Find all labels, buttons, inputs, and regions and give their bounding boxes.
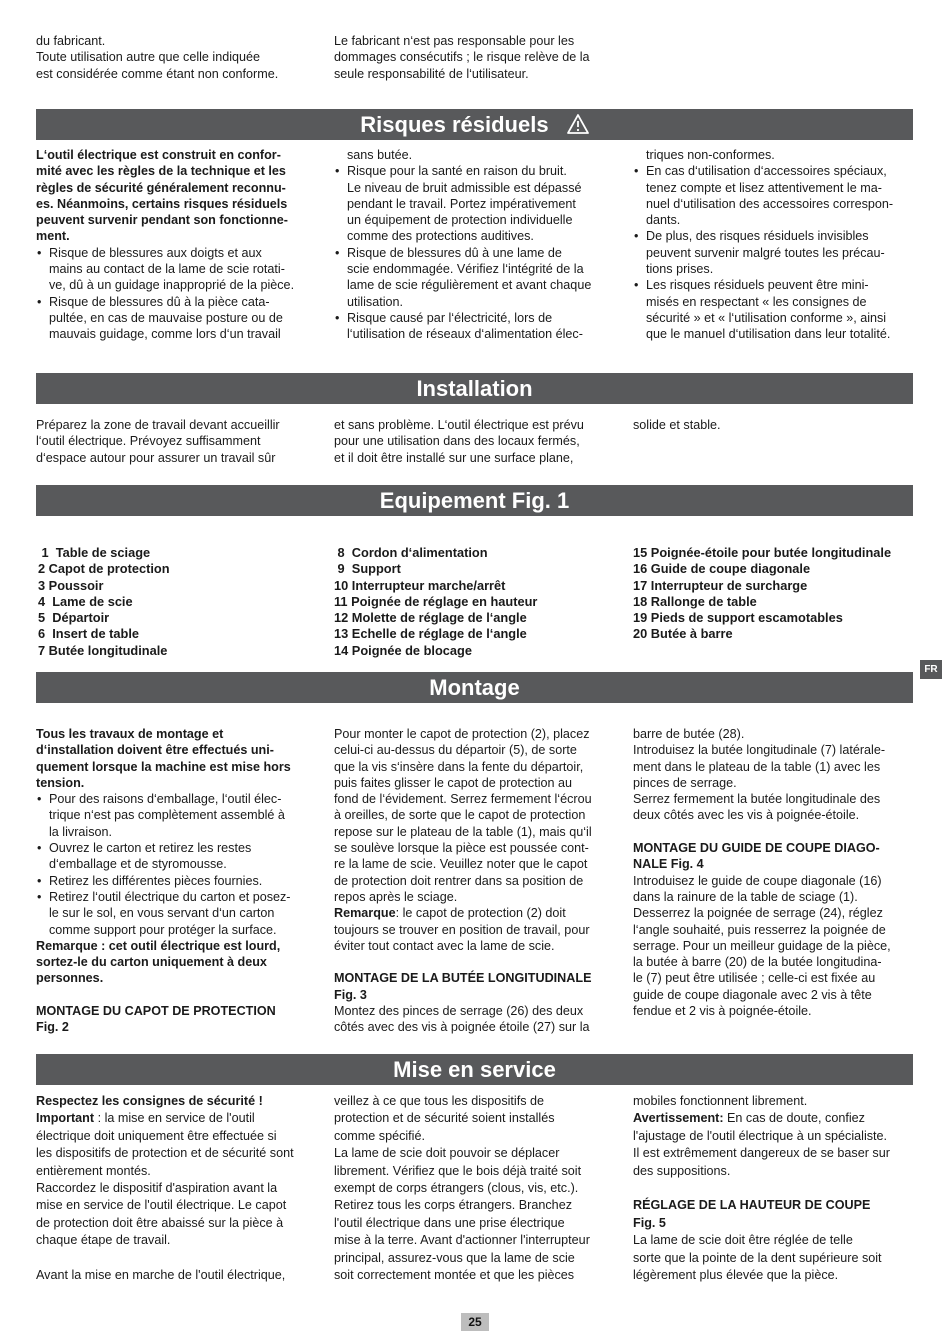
equipement-list-2 xyxy=(334,545,616,659)
section-bar-risques xyxy=(36,109,913,140)
risques-bullets-1 xyxy=(36,245,318,343)
text-line: que la vis s‘insère dans la fente du départoir, xyxy=(334,759,584,774)
text-line: pinces de serrage. xyxy=(633,775,737,790)
bullet-continuation: pultée, en cas de mauvaise posture ou de xyxy=(49,310,283,325)
page-number: 25 xyxy=(461,1313,489,1331)
text-line: barre de butée (28). xyxy=(633,727,745,741)
text-line: ment dans le plateau de la table (1) avec les xyxy=(633,759,881,774)
text-line: Fig. 2 xyxy=(36,1020,69,1035)
text-line: 11 Poignée de réglage en hauteur xyxy=(334,593,538,609)
equipement-list-3 xyxy=(633,545,915,643)
bullet-continuation: l‘utilisation de réseaux d‘alimentation élec- xyxy=(347,327,583,342)
bullet-continuation: que le manuel d‘utilisation dans leur totalité. xyxy=(646,327,891,342)
text-line: guide de coupe diagonale avec 2 vis à tête xyxy=(633,987,872,1002)
risques-col-2 xyxy=(334,147,616,343)
risques-bullets-3 xyxy=(633,163,915,342)
section-bar-service xyxy=(36,1054,913,1085)
text-line: l‘angle souhaité, puis resserrez la poignée de xyxy=(633,922,886,937)
text-line: MONTAGE DU CAPOT DE PROTECTION xyxy=(36,1004,276,1019)
text-line: 16 Guide de coupe diagonale xyxy=(633,561,811,577)
bullet-item: • De plus, des risques résiduels invisibles xyxy=(633,228,915,244)
text-line: serrage. Pour un meilleur guidage de la pièce, xyxy=(633,938,891,953)
text-line: se soulève lorsque la pièce est poussée cont- xyxy=(334,841,589,856)
bullet-continuation: Le niveau de bruit admissible est dépassé xyxy=(347,180,582,195)
text-line: protection et de sécurité soient installés xyxy=(334,1111,555,1126)
risques-intro xyxy=(36,147,318,245)
text-line: 2 Capot de protection xyxy=(38,561,170,577)
text-line: 7 Butée longitudinale xyxy=(38,642,168,658)
text-line: 10 Interrupteur marche/arrêt xyxy=(334,577,506,593)
text-line: du fabricant. xyxy=(36,34,106,48)
text-line: deux côtés avec les vis à poignée-étoile. xyxy=(633,808,860,823)
bullet-continuation: nuel d‘utilisation des accessoires correspon- xyxy=(646,196,894,211)
text-line: côtés avec des vis à poignée étoile (27) sur la xyxy=(334,1020,590,1035)
text-line: est considérée comme étant non conforme. xyxy=(36,66,279,81)
text-line: Préparez la zone de travail devant accueillir xyxy=(36,418,280,432)
text-line: 13 Echelle de réglage de l‘angle xyxy=(334,626,527,642)
text-line: seule responsabilité de l‘utilisateur. xyxy=(334,66,529,81)
text-line: la butée à barre (20) de la butée longitudina- xyxy=(633,955,882,970)
service-col-1 xyxy=(36,1093,318,1284)
section-bar-montage xyxy=(36,672,913,703)
text-line: Desserrez la poignée de serrage (24), réglez xyxy=(633,906,883,921)
text-line: personnes. xyxy=(36,971,104,986)
text-line: et sans problème. L‘outil électrique est prévu xyxy=(334,418,584,432)
text-line: MONTAGE DU GUIDE DE COUPE DIAGO- xyxy=(633,841,880,856)
text-line: peuvent survenir pendant son fonctionne- xyxy=(36,213,288,228)
text-line: sortez-le du carton uniquement à deux xyxy=(36,955,267,970)
bullet-continuation: mauvais guidage, comme lors d‘un travail xyxy=(49,327,281,342)
text-line: 12 Molette de réglage de l‘angle xyxy=(334,610,527,626)
bullet-continuation: peuvent survenir malgré toutes les précau- xyxy=(646,245,885,260)
text-line: Remarque : cet outil électrique est lourd, xyxy=(36,938,281,953)
text-line: puis faites glisser le capot de protection au xyxy=(334,775,573,790)
bullet-continuation: pendant le travail. Portez impérativement xyxy=(347,196,576,211)
text-line: NALE Fig. 4 xyxy=(633,857,704,872)
text-line: ment. xyxy=(36,229,70,244)
risques-col-3 xyxy=(633,147,915,343)
text-line: sorte que la pointe de la dent supérieure soit xyxy=(633,1250,882,1265)
text-line: 8 Cordon d‘alimentation xyxy=(334,545,488,560)
text-line: d‘installation doivent être effectués uni- xyxy=(36,743,274,758)
bullet-item: • En cas d‘utilisation d‘accessoires spéciaux, xyxy=(633,163,915,179)
risques-continuation: sans butée. xyxy=(347,148,413,162)
text-line: principal, assurez-vous que la lame de scie xyxy=(334,1250,575,1265)
language-tab: FR xyxy=(920,660,942,679)
text-line: à oreilles, de sorte que le capot de protection xyxy=(334,808,586,823)
text-line: Fig. 5 xyxy=(633,1215,666,1230)
bullet-continuation: mains au contact de la lame de scie rotati- xyxy=(49,262,285,277)
bullet-continuation: utilisation. xyxy=(347,294,404,309)
service-col-2 xyxy=(334,1093,616,1284)
text-line: règles de sécurité généralement reconnu- xyxy=(36,180,286,195)
montage-bullets xyxy=(36,791,318,938)
bullet-continuation: le sur le sol, en vous servant d‘un carton xyxy=(49,906,275,921)
bullet-item: • Risque de blessures aux doigts et aux xyxy=(36,245,318,261)
service-safety-note: Respectez les consignes de sécurité ! xyxy=(36,1094,263,1108)
montage-heading-guide xyxy=(633,840,915,873)
montage-col-3 xyxy=(633,726,915,1019)
risques-col-1 xyxy=(36,147,318,343)
text-line: Montez des pinces de serrage (26) des deux xyxy=(334,1004,584,1019)
section-title: Risques résiduels xyxy=(360,112,549,137)
equipement-list-1 xyxy=(38,545,320,659)
bullet-continuation: ve, dû à un guidage inapproprié de la pièce. xyxy=(49,278,295,293)
text-line: solide et stable. xyxy=(633,418,721,432)
intro-col-1 xyxy=(36,33,318,82)
bullet-item: • Pour des raisons d‘emballage, l‘outil élec- xyxy=(36,791,318,807)
warning-triangle-icon xyxy=(567,114,589,134)
installation-col-2 xyxy=(334,417,616,466)
text-line: 15 Poignée-étoile pour butée longitudinale xyxy=(633,545,892,560)
text-line: Introduisez la butée longitudinale (7) latérale- xyxy=(633,743,886,758)
text-line: 20 Butée à barre xyxy=(633,626,733,642)
text-line: dans la rainure de la table de sciage (1). xyxy=(633,889,858,904)
bullet-continuation: misés en respectant « les consignes de xyxy=(646,294,867,309)
text-line: 9 Support xyxy=(334,561,401,577)
text-line: es. Néanmoins, certains risques résiduels xyxy=(36,196,288,211)
montage-text-butee-cont xyxy=(633,726,915,824)
installation-col-1 xyxy=(36,417,318,466)
text-line: tension. xyxy=(36,775,85,790)
text-line: L‘outil électrique est construit en confor- xyxy=(36,148,281,162)
text-line: librement. Vérifiez que le bois déjà traité soit xyxy=(334,1163,582,1178)
service-col-3: mobiles fonctionnent librement. Avertissement: En cas de doute, confiez l'ajustage de l'outil électrique à un spécialiste. Il est extrêmement dangereux de se baser sur des suppositions. RÉGLAGE DE LA HAUTEUR DE COUPE Fig. 5 La lame de scie doit être réglée de telle sorte que la pointe de la dent supérieure soit légèrement plus élevée que la pièce. xyxy=(633,1093,915,1284)
bullet-continuation: sécurité » et « l‘utilisation conforme », ainsi xyxy=(646,310,887,325)
text-line: MONTAGE DE LA BUTÉE LONGITUDINALE xyxy=(334,971,592,986)
bullet-continuation: la livraison. xyxy=(49,824,112,839)
text-line: fendue et 2 vis à poignée-étoile. xyxy=(633,1004,812,1019)
text-line: 5 Départoir xyxy=(38,610,110,626)
montage-note xyxy=(36,938,318,987)
text-line: légèrement plus élevée que la pièce. xyxy=(633,1268,839,1283)
intro-col-2 xyxy=(334,33,616,82)
section-title: Mise en service xyxy=(393,1057,556,1082)
text-line: Tous les travaux de montage et xyxy=(36,727,224,741)
service-last-line: Avant la mise en marche de l'outil électrique, xyxy=(36,1268,286,1283)
text-line: quement lorsque la machine est mise hors xyxy=(36,759,291,774)
montage-remarque: Remarque: le capot de protection (2) doit toujours se trouver en position de travail, pour éviter tout contact avec la lame de scie. xyxy=(334,906,590,953)
text-line: 3 Poussoir xyxy=(38,577,104,593)
text-line: mise à la terre. Avant d'actionner l'interrupteur xyxy=(334,1233,590,1248)
risques-bullets-2 xyxy=(334,163,616,342)
bullet-continuation: tions prises. xyxy=(646,262,714,277)
section-title: Installation xyxy=(416,376,533,401)
bullet-item: • Retirez les différentes pièces fournies. xyxy=(36,873,318,889)
montage-text-guide xyxy=(633,873,915,1020)
text-line: 19 Pieds de support escamotables xyxy=(633,610,843,626)
montage-text-capot xyxy=(334,726,616,905)
bullet-continuation: comme support pour protéger la surface. xyxy=(49,922,277,937)
service-heading-hauteur xyxy=(633,1197,915,1232)
bullet-item: • Retirez l‘outil électrique du carton et posez- xyxy=(36,889,318,905)
bullet-continuation: dants. xyxy=(646,213,681,228)
text-line: 18 Rallonge de table xyxy=(633,593,757,609)
text-line: soit correctement montée et que les pièces xyxy=(334,1268,575,1283)
bullet-item: • Les risques résiduels peuvent être mini- xyxy=(633,277,915,293)
montage-heading-butee xyxy=(334,970,616,1003)
bullet-continuation: d‘emballage et de styromousse. xyxy=(49,857,227,872)
bullet-continuation: lame de scie régulièrement et avant chaque xyxy=(347,278,592,293)
text-line: re la lame de scie. Veuillez noter que le capot xyxy=(334,857,588,872)
service-warning: Avertissement: En cas de doute, confiez l'ajustage de l'outil électrique à un spécialiste. Il est extrêmement dangereux de se baser sur des suppositions. xyxy=(633,1111,890,1178)
text-line: exempt de corps étrangers (clous, vis, etc.). xyxy=(334,1181,579,1196)
text-line: Toute utilisation autre que celle indiquée xyxy=(36,50,261,65)
section-bar-installation xyxy=(36,373,913,404)
bullet-item: • Risque de blessures dû à une lame de xyxy=(334,245,616,261)
installation-col-3 xyxy=(633,417,915,433)
text-line: 14 Poignée de blocage xyxy=(334,642,472,658)
text-line: RÉGLAGE DE LA HAUTEUR DE COUPE xyxy=(633,1198,871,1213)
text-line: Retirez tous les corps étrangers. Branchez xyxy=(334,1198,572,1213)
text-line: repose sur le plateau de la table (1), mais qu‘il xyxy=(334,824,592,839)
text-line: 4 Lame de scie xyxy=(38,593,133,609)
text-line: l'outil électrique dans une prise électrique xyxy=(334,1215,565,1230)
text-line: repos après le sciage. xyxy=(334,889,458,904)
service-text-hauteur xyxy=(633,1232,915,1284)
risques-continuation-3: triques non-conformes. xyxy=(646,148,775,162)
bullet-continuation: scie endommagée. Vérifiez l‘intégrité de la xyxy=(347,262,584,277)
text-line: et il doit être installé sur une surface plane, xyxy=(334,450,574,465)
bullet-item: • Ouvrez le carton et retirez les restes xyxy=(36,840,318,856)
text-line: celui-ci au-dessus du départoir (5), de sorte xyxy=(334,743,577,758)
text-line: pour une utilisation dans des locaux fermés, xyxy=(334,434,580,449)
section-bar-equipement xyxy=(36,485,913,516)
bullet-continuation: tenez compte et lisez attentivement le ma- xyxy=(646,180,882,195)
section-title: Equipement Fig. 1 xyxy=(379,488,570,513)
text-line: Serrez fermement la butée longitudinale des xyxy=(633,792,881,807)
text-line: Le fabricant n‘est pas responsable pour les xyxy=(334,34,575,48)
bullet-item: • Risque de blessures dû à la pièce cata- xyxy=(36,294,318,310)
text-line: de protection doit rentrer dans sa position de xyxy=(334,873,584,888)
montage-intro xyxy=(36,726,318,791)
montage-text-butee xyxy=(334,1003,616,1036)
bullet-continuation: trique n‘est pas complètement assemblé à xyxy=(49,808,285,823)
text-line: Pour monter le capot de protection (2), placez xyxy=(334,727,590,741)
text-line: Introduisez le guide de coupe diagonale (16) xyxy=(633,873,882,888)
bullet-continuation: comme des protections auditives. xyxy=(347,229,534,244)
text-line: mité avec les règles de la technique et les xyxy=(36,164,286,179)
montage-col-2 xyxy=(334,726,616,1036)
text-line: l‘outil électrique. Prévoyez suffisamment xyxy=(36,434,261,449)
bullet-continuation: un équipement de protection individuelle xyxy=(347,213,573,228)
text-line: 17 Interrupteur de surcharge xyxy=(633,577,808,593)
montage-heading-capot xyxy=(36,1003,318,1036)
text-line: veillez à ce que tous les dispositifs de xyxy=(334,1094,545,1108)
text-line: dommages consécutifs ; le risque relève de la xyxy=(334,50,590,65)
service-important: Important : la mise en service de l'outil électrique doit uniquement être effectuée si les dispositifs de protection et de sécurité sont entièrement montés. Raccordez le dispositif d'aspiration avant la mise en service de l'outil électrique. Le capot de protection doit être abaissé sur la pièce à chaque étape de travail. xyxy=(36,1111,294,1248)
montage-col-1 xyxy=(36,726,318,1036)
text-line: fond de l‘évidement. Serrez fermement l‘écrou xyxy=(334,792,592,807)
section-title: Montage xyxy=(429,675,520,700)
text-line: comme spécifié. xyxy=(334,1128,425,1143)
text-line: d‘espace autour pour assurer un travail sûr xyxy=(36,450,276,465)
text-line: La lame de scie doit être réglée de telle xyxy=(633,1233,853,1248)
text-line: La lame de scie doit pouvoir se déplacer xyxy=(334,1146,560,1161)
text-line: 6 Insert de table xyxy=(38,626,139,642)
text-line: le (7) peut être utilisée ; celle-ci est fixée au xyxy=(633,971,876,986)
text-line: 1 Table de sciage xyxy=(38,545,151,560)
bullet-item: • Risque pour la santé en raison du bruit. xyxy=(334,163,616,179)
text-line: Fig. 3 xyxy=(334,987,367,1002)
bullet-item: • Risque causé par l‘électricité, lors de xyxy=(334,310,616,326)
